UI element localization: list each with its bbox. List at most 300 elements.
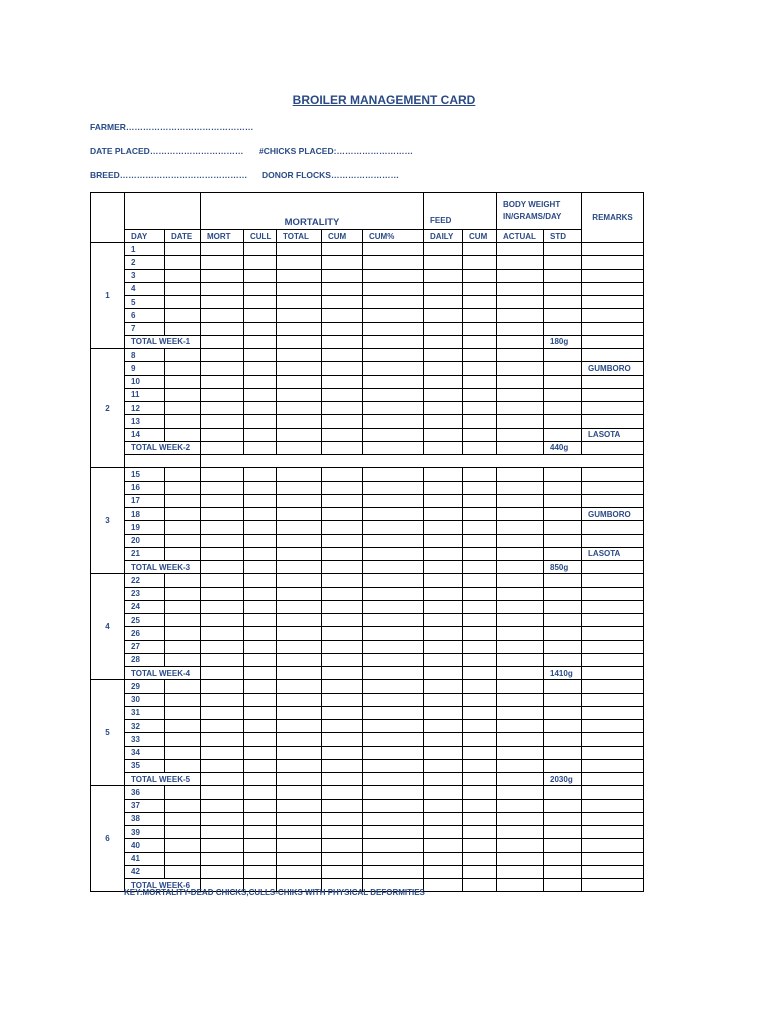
- feed-daily-cell[interactable]: [424, 786, 463, 799]
- cull-cell[interactable]: [244, 600, 277, 613]
- date-cell[interactable]: [165, 826, 201, 839]
- feed-cum-cell[interactable]: [463, 508, 497, 521]
- actual-cell[interactable]: [497, 375, 544, 388]
- cum-cell[interactable]: [322, 335, 363, 348]
- date-cell[interactable]: [165, 256, 201, 269]
- cum-pct-cell[interactable]: [363, 826, 424, 839]
- feed-cum-cell[interactable]: [463, 587, 497, 600]
- feed-daily-cell[interactable]: [424, 335, 463, 348]
- feed-daily-cell[interactable]: [424, 865, 463, 878]
- total-cell[interactable]: [277, 468, 322, 481]
- mort-cell[interactable]: [201, 587, 244, 600]
- actual-cell[interactable]: [497, 667, 544, 680]
- cum-pct-cell[interactable]: [363, 667, 424, 680]
- feed-cum-cell[interactable]: [463, 865, 497, 878]
- feed-cum-cell[interactable]: [463, 746, 497, 759]
- mort-cell[interactable]: [201, 839, 244, 852]
- actual-cell[interactable]: [497, 362, 544, 375]
- cum-pct-cell[interactable]: [363, 627, 424, 640]
- date-cell[interactable]: [165, 865, 201, 878]
- mort-cell[interactable]: [201, 759, 244, 772]
- cum-cell[interactable]: [322, 600, 363, 613]
- cull-cell[interactable]: [244, 402, 277, 415]
- mort-cell[interactable]: [201, 547, 244, 560]
- remarks-cell[interactable]: [582, 561, 644, 574]
- remarks-cell[interactable]: [582, 614, 644, 627]
- mort-cell[interactable]: [201, 773, 244, 786]
- feed-cum-cell[interactable]: [463, 839, 497, 852]
- feed-cum-cell[interactable]: [463, 720, 497, 733]
- feed-cum-cell[interactable]: [463, 773, 497, 786]
- mort-cell[interactable]: [201, 388, 244, 401]
- feed-daily-cell[interactable]: [424, 640, 463, 653]
- date-cell[interactable]: [165, 428, 201, 441]
- cum-pct-cell[interactable]: [363, 362, 424, 375]
- cum-pct-cell[interactable]: [363, 693, 424, 706]
- feed-cum-cell[interactable]: [463, 667, 497, 680]
- actual-cell[interactable]: [497, 865, 544, 878]
- actual-cell[interactable]: [497, 243, 544, 256]
- date-cell[interactable]: [165, 733, 201, 746]
- mort-cell[interactable]: [201, 375, 244, 388]
- mort-cell[interactable]: [201, 720, 244, 733]
- feed-cum-cell[interactable]: [463, 852, 497, 865]
- cull-cell[interactable]: [244, 309, 277, 322]
- mort-cell[interactable]: [201, 826, 244, 839]
- cum-cell[interactable]: [322, 865, 363, 878]
- cum-pct-cell[interactable]: [363, 282, 424, 295]
- cum-pct-cell[interactable]: [363, 706, 424, 719]
- mort-cell[interactable]: [201, 561, 244, 574]
- cull-cell[interactable]: [244, 349, 277, 362]
- feed-daily-cell[interactable]: [424, 574, 463, 587]
- cum-cell[interactable]: [322, 296, 363, 309]
- mort-cell[interactable]: [201, 428, 244, 441]
- actual-cell[interactable]: [497, 256, 544, 269]
- cum-cell[interactable]: [322, 415, 363, 428]
- actual-cell[interactable]: [497, 388, 544, 401]
- actual-cell[interactable]: [497, 812, 544, 825]
- actual-cell[interactable]: [497, 706, 544, 719]
- date-cell[interactable]: [165, 759, 201, 772]
- cum-cell[interactable]: [322, 680, 363, 693]
- feed-cum-cell[interactable]: [463, 309, 497, 322]
- cum-cell[interactable]: [322, 653, 363, 666]
- feed-daily-cell[interactable]: [424, 349, 463, 362]
- cum-pct-cell[interactable]: [363, 402, 424, 415]
- mort-cell[interactable]: [201, 296, 244, 309]
- actual-cell[interactable]: [497, 415, 544, 428]
- mort-cell[interactable]: [201, 243, 244, 256]
- cum-cell[interactable]: [322, 481, 363, 494]
- cum-pct-cell[interactable]: [363, 309, 424, 322]
- total-cell[interactable]: [277, 547, 322, 560]
- cum-cell[interactable]: [322, 746, 363, 759]
- cull-cell[interactable]: [244, 282, 277, 295]
- cull-cell[interactable]: [244, 269, 277, 282]
- cull-cell[interactable]: [244, 614, 277, 627]
- cull-cell[interactable]: [244, 256, 277, 269]
- cull-cell[interactable]: [244, 839, 277, 852]
- donor-flocks-field[interactable]: DONOR FLOCKS……………………: [262, 170, 399, 180]
- total-cell[interactable]: [277, 746, 322, 759]
- total-cell[interactable]: [277, 256, 322, 269]
- remarks-cell[interactable]: [582, 521, 644, 534]
- cum-pct-cell[interactable]: [363, 428, 424, 441]
- total-cell[interactable]: [277, 388, 322, 401]
- cum-cell[interactable]: [322, 269, 363, 282]
- mort-cell[interactable]: [201, 256, 244, 269]
- cull-cell[interactable]: [244, 640, 277, 653]
- date-cell[interactable]: [165, 799, 201, 812]
- total-cell[interactable]: [277, 282, 322, 295]
- total-cell[interactable]: [277, 402, 322, 415]
- mort-cell[interactable]: [201, 349, 244, 362]
- remarks-cell[interactable]: [582, 759, 644, 772]
- feed-daily-cell[interactable]: [424, 296, 463, 309]
- cum-cell[interactable]: [322, 362, 363, 375]
- mort-cell[interactable]: [201, 402, 244, 415]
- cum-pct-cell[interactable]: [363, 534, 424, 547]
- actual-cell[interactable]: [497, 494, 544, 507]
- cum-cell[interactable]: [322, 627, 363, 640]
- cum-pct-cell[interactable]: [363, 640, 424, 653]
- cum-pct-cell[interactable]: [363, 773, 424, 786]
- cull-cell[interactable]: [244, 653, 277, 666]
- remarks-cell[interactable]: [582, 627, 644, 640]
- cum-cell[interactable]: [322, 375, 363, 388]
- total-cell[interactable]: [277, 826, 322, 839]
- feed-daily-cell[interactable]: [424, 826, 463, 839]
- remarks-cell[interactable]: [582, 640, 644, 653]
- total-cell[interactable]: [277, 799, 322, 812]
- remarks-cell[interactable]: [582, 733, 644, 746]
- cull-cell[interactable]: [244, 375, 277, 388]
- cum-cell[interactable]: [322, 402, 363, 415]
- feed-daily-cell[interactable]: [424, 362, 463, 375]
- cum-pct-cell[interactable]: [363, 733, 424, 746]
- mort-cell[interactable]: [201, 441, 244, 454]
- cum-cell[interactable]: [322, 839, 363, 852]
- date-cell[interactable]: [165, 600, 201, 613]
- cum-cell[interactable]: [322, 786, 363, 799]
- remarks-cell[interactable]: [582, 415, 644, 428]
- date-cell[interactable]: [165, 521, 201, 534]
- cum-cell[interactable]: [322, 759, 363, 772]
- cum-pct-cell[interactable]: [363, 375, 424, 388]
- cull-cell[interactable]: [244, 799, 277, 812]
- actual-cell[interactable]: [497, 627, 544, 640]
- feed-daily-cell[interactable]: [424, 309, 463, 322]
- cum-cell[interactable]: [322, 349, 363, 362]
- feed-daily-cell[interactable]: [424, 547, 463, 560]
- mort-cell[interactable]: [201, 269, 244, 282]
- cum-cell[interactable]: [322, 243, 363, 256]
- date-cell[interactable]: [165, 481, 201, 494]
- date-cell[interactable]: [165, 322, 201, 335]
- cull-cell[interactable]: [244, 243, 277, 256]
- total-cell[interactable]: [277, 812, 322, 825]
- cum-cell[interactable]: [322, 667, 363, 680]
- chicks-placed-field[interactable]: #CHICKS PLACED:………………………: [259, 146, 413, 156]
- remarks-cell[interactable]: [582, 746, 644, 759]
- cull-cell[interactable]: [244, 786, 277, 799]
- actual-cell[interactable]: [497, 720, 544, 733]
- mort-cell[interactable]: [201, 309, 244, 322]
- date-cell[interactable]: [165, 706, 201, 719]
- feed-daily-cell[interactable]: [424, 256, 463, 269]
- remarks-cell[interactable]: [582, 269, 644, 282]
- cum-pct-cell[interactable]: [363, 653, 424, 666]
- date-cell[interactable]: [165, 309, 201, 322]
- mort-cell[interactable]: [201, 733, 244, 746]
- total-cell[interactable]: [277, 786, 322, 799]
- total-cell[interactable]: [277, 667, 322, 680]
- cum-cell[interactable]: [322, 282, 363, 295]
- feed-daily-cell[interactable]: [424, 600, 463, 613]
- mort-cell[interactable]: [201, 600, 244, 613]
- mort-cell[interactable]: [201, 494, 244, 507]
- feed-cum-cell[interactable]: [463, 614, 497, 627]
- cum-cell[interactable]: [322, 322, 363, 335]
- actual-cell[interactable]: [497, 269, 544, 282]
- cum-pct-cell[interactable]: [363, 561, 424, 574]
- mort-cell[interactable]: [201, 362, 244, 375]
- feed-daily-cell[interactable]: [424, 812, 463, 825]
- date-cell[interactable]: [165, 375, 201, 388]
- cum-pct-cell[interactable]: [363, 335, 424, 348]
- total-cell[interactable]: [277, 865, 322, 878]
- feed-cum-cell[interactable]: [463, 561, 497, 574]
- cum-pct-cell[interactable]: [363, 243, 424, 256]
- remarks-cell[interactable]: [582, 720, 644, 733]
- cum-cell[interactable]: [322, 852, 363, 865]
- total-cell[interactable]: [277, 561, 322, 574]
- actual-cell[interactable]: [497, 547, 544, 560]
- actual-cell[interactable]: [497, 614, 544, 627]
- feed-cum-cell[interactable]: [463, 733, 497, 746]
- total-cell[interactable]: [277, 614, 322, 627]
- feed-cum-cell[interactable]: [463, 481, 497, 494]
- feed-daily-cell[interactable]: [424, 799, 463, 812]
- remarks-cell[interactable]: [582, 494, 644, 507]
- remarks-cell[interactable]: [582, 773, 644, 786]
- total-cell[interactable]: [277, 508, 322, 521]
- feed-daily-cell[interactable]: [424, 388, 463, 401]
- remarks-cell[interactable]: [582, 852, 644, 865]
- total-cell[interactable]: [277, 706, 322, 719]
- date-cell[interactable]: [165, 243, 201, 256]
- actual-cell[interactable]: [497, 561, 544, 574]
- date-cell[interactable]: [165, 839, 201, 852]
- remarks-cell[interactable]: [582, 481, 644, 494]
- remarks-cell[interactable]: [582, 309, 644, 322]
- remarks-cell[interactable]: [582, 667, 644, 680]
- feed-cum-cell[interactable]: [463, 521, 497, 534]
- cull-cell[interactable]: [244, 706, 277, 719]
- cum-pct-cell[interactable]: [363, 415, 424, 428]
- feed-cum-cell[interactable]: [463, 534, 497, 547]
- cum-pct-cell[interactable]: [363, 322, 424, 335]
- feed-cum-cell[interactable]: [463, 693, 497, 706]
- cull-cell[interactable]: [244, 362, 277, 375]
- cum-pct-cell[interactable]: [363, 587, 424, 600]
- date-cell[interactable]: [165, 296, 201, 309]
- feed-daily-cell[interactable]: [424, 773, 463, 786]
- mort-cell[interactable]: [201, 574, 244, 587]
- cum-cell[interactable]: [322, 468, 363, 481]
- date-cell[interactable]: [165, 574, 201, 587]
- feed-cum-cell[interactable]: [463, 322, 497, 335]
- feed-daily-cell[interactable]: [424, 720, 463, 733]
- date-cell[interactable]: [165, 812, 201, 825]
- date-cell[interactable]: [165, 587, 201, 600]
- feed-daily-cell[interactable]: [424, 614, 463, 627]
- actual-cell[interactable]: [497, 468, 544, 481]
- total-cell[interactable]: [277, 296, 322, 309]
- cum-cell[interactable]: [322, 388, 363, 401]
- cull-cell[interactable]: [244, 547, 277, 560]
- feed-daily-cell[interactable]: [424, 879, 463, 892]
- cull-cell[interactable]: [244, 667, 277, 680]
- remarks-cell[interactable]: [582, 349, 644, 362]
- cull-cell[interactable]: [244, 574, 277, 587]
- total-cell[interactable]: [277, 428, 322, 441]
- feed-cum-cell[interactable]: [463, 799, 497, 812]
- total-cell[interactable]: [277, 269, 322, 282]
- feed-cum-cell[interactable]: [463, 826, 497, 839]
- cum-cell[interactable]: [322, 256, 363, 269]
- mort-cell[interactable]: [201, 653, 244, 666]
- total-cell[interactable]: [277, 653, 322, 666]
- mort-cell[interactable]: [201, 852, 244, 865]
- actual-cell[interactable]: [497, 653, 544, 666]
- total-cell[interactable]: [277, 415, 322, 428]
- mort-cell[interactable]: [201, 680, 244, 693]
- remarks-cell[interactable]: [582, 574, 644, 587]
- date-cell[interactable]: [165, 415, 201, 428]
- total-cell[interactable]: [277, 852, 322, 865]
- cum-pct-cell[interactable]: [363, 799, 424, 812]
- total-cell[interactable]: [277, 773, 322, 786]
- mort-cell[interactable]: [201, 799, 244, 812]
- actual-cell[interactable]: [497, 296, 544, 309]
- remarks-cell[interactable]: [582, 468, 644, 481]
- feed-cum-cell[interactable]: [463, 759, 497, 772]
- actual-cell[interactable]: [497, 879, 544, 892]
- total-cell[interactable]: [277, 693, 322, 706]
- cum-cell[interactable]: [322, 733, 363, 746]
- actual-cell[interactable]: [497, 786, 544, 799]
- cull-cell[interactable]: [244, 773, 277, 786]
- cum-cell[interactable]: [322, 428, 363, 441]
- mort-cell[interactable]: [201, 335, 244, 348]
- total-cell[interactable]: [277, 534, 322, 547]
- cum-pct-cell[interactable]: [363, 865, 424, 878]
- cum-pct-cell[interactable]: [363, 269, 424, 282]
- cull-cell[interactable]: [244, 812, 277, 825]
- mort-cell[interactable]: [201, 468, 244, 481]
- cum-pct-cell[interactable]: [363, 521, 424, 534]
- feed-cum-cell[interactable]: [463, 786, 497, 799]
- cum-cell[interactable]: [322, 574, 363, 587]
- actual-cell[interactable]: [497, 402, 544, 415]
- cum-pct-cell[interactable]: [363, 508, 424, 521]
- actual-cell[interactable]: [497, 322, 544, 335]
- mort-cell[interactable]: [201, 508, 244, 521]
- feed-cum-cell[interactable]: [463, 282, 497, 295]
- cull-cell[interactable]: [244, 481, 277, 494]
- mort-cell[interactable]: [201, 614, 244, 627]
- cum-cell[interactable]: [322, 826, 363, 839]
- cum-pct-cell[interactable]: [363, 574, 424, 587]
- feed-daily-cell[interactable]: [424, 680, 463, 693]
- date-cell[interactable]: [165, 640, 201, 653]
- feed-cum-cell[interactable]: [463, 375, 497, 388]
- actual-cell[interactable]: [497, 680, 544, 693]
- date-cell[interactable]: [165, 786, 201, 799]
- total-cell[interactable]: [277, 494, 322, 507]
- remarks-cell[interactable]: [582, 375, 644, 388]
- cum-pct-cell[interactable]: [363, 852, 424, 865]
- cull-cell[interactable]: [244, 534, 277, 547]
- cull-cell[interactable]: [244, 852, 277, 865]
- breed-field[interactable]: BREED………………………………………: [90, 170, 248, 180]
- mort-cell[interactable]: [201, 627, 244, 640]
- date-cell[interactable]: [165, 852, 201, 865]
- cum-pct-cell[interactable]: [363, 468, 424, 481]
- cum-cell[interactable]: [322, 614, 363, 627]
- total-cell[interactable]: [277, 243, 322, 256]
- remarks-cell[interactable]: [582, 706, 644, 719]
- cum-pct-cell[interactable]: [363, 349, 424, 362]
- actual-cell[interactable]: [497, 441, 544, 454]
- date-cell[interactable]: [165, 362, 201, 375]
- cull-cell[interactable]: [244, 428, 277, 441]
- feed-cum-cell[interactable]: [463, 627, 497, 640]
- remarks-cell[interactable]: [582, 296, 644, 309]
- mort-cell[interactable]: [201, 534, 244, 547]
- total-cell[interactable]: [277, 521, 322, 534]
- feed-cum-cell[interactable]: [463, 706, 497, 719]
- remarks-cell[interactable]: [582, 865, 644, 878]
- cum-pct-cell[interactable]: [363, 614, 424, 627]
- remarks-cell[interactable]: [582, 402, 644, 415]
- actual-cell[interactable]: [497, 826, 544, 839]
- feed-cum-cell[interactable]: [463, 269, 497, 282]
- cum-cell[interactable]: [322, 561, 363, 574]
- date-cell[interactable]: [165, 388, 201, 401]
- cum-pct-cell[interactable]: [363, 547, 424, 560]
- feed-cum-cell[interactable]: [463, 402, 497, 415]
- total-cell[interactable]: [277, 375, 322, 388]
- date-cell[interactable]: [165, 402, 201, 415]
- remarks-cell[interactable]: [582, 600, 644, 613]
- feed-daily-cell[interactable]: [424, 481, 463, 494]
- cum-cell[interactable]: [322, 706, 363, 719]
- feed-daily-cell[interactable]: [424, 468, 463, 481]
- total-cell[interactable]: [277, 309, 322, 322]
- remarks-cell[interactable]: [582, 282, 644, 295]
- cull-cell[interactable]: [244, 680, 277, 693]
- remarks-cell[interactable]: [582, 680, 644, 693]
- cum-pct-cell[interactable]: [363, 720, 424, 733]
- total-cell[interactable]: [277, 587, 322, 600]
- mort-cell[interactable]: [201, 481, 244, 494]
- cum-pct-cell[interactable]: [363, 441, 424, 454]
- cull-cell[interactable]: [244, 733, 277, 746]
- cull-cell[interactable]: [244, 468, 277, 481]
